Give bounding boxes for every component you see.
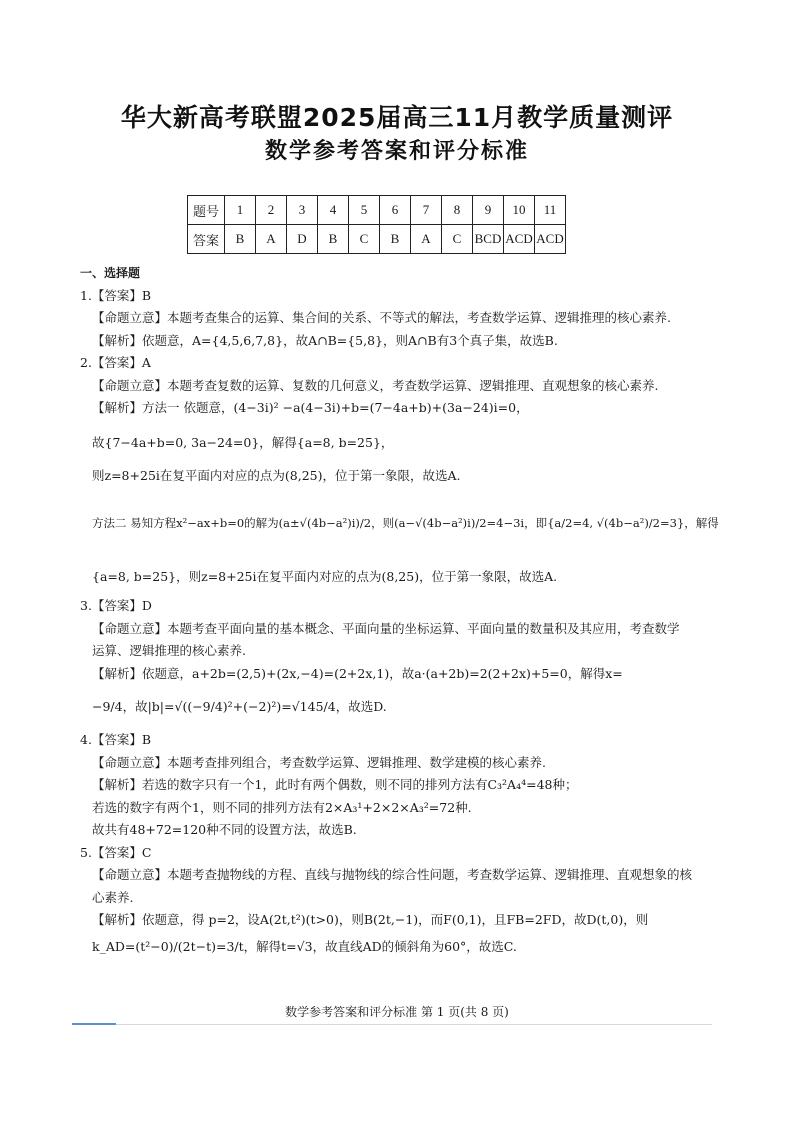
table-cell: B: [318, 225, 349, 254]
table-cell: 5: [349, 196, 380, 225]
intent-text: 运算、逻辑推理的核心素养.: [92, 643, 246, 658]
section-title: 一、选择题: [80, 266, 141, 280]
table-cell: 1: [225, 196, 256, 225]
analysis-text: 若选的数字有两个1，则不同的排列方法有2×A₃¹+2×2×A₃²=72种.: [92, 799, 472, 815]
analysis-text: 故共有48+72=120种不同的设置方法，故选B.: [92, 822, 357, 837]
table-cell: 10: [504, 196, 535, 225]
analysis-text: 【解析】依题意，a+2b=(2,5)+(2x,−4)=(2+2x,1)，故a·(a+2b)=2(2+2x)+5=0，解得x=: [92, 665, 623, 681]
table-cell: ACD: [504, 225, 535, 254]
document-title: 华大新高考联盟2025届高三11月教学质量测评: [120, 103, 674, 132]
answer-label: 3.【答案】D: [80, 598, 152, 613]
intent-text: 【命题立意】本题考查排列组合，考查数学运算、逻辑推理、数学建模的核心素养.: [92, 754, 546, 770]
analysis-text: {a=8, b=25}，则z=8+25i在复平面内对应的点为(8,25)，位于第一象限，故选A.: [92, 569, 558, 584]
table-cell: BCD: [473, 225, 504, 254]
page-footer: 数学参考答案和评分标准 第 1 页(共 8 页): [285, 1005, 509, 1019]
analysis-text: 【解析】依题意，A={4,5,6,7,8}，故A∩B={5,8}，则A∩B有3个真子集，故选B.: [92, 332, 558, 348]
table-cell: 题号: [188, 196, 225, 225]
table-cell: D: [287, 225, 318, 254]
table-cell: 6: [380, 196, 411, 225]
footer-divider: [72, 1024, 712, 1025]
intent-text: 【命题立意】本题考查抛物线的方程、直线与抛物线的综合性问题，考查数学运算、逻辑推理、直观想象的核: [92, 867, 693, 882]
table-cell: A: [411, 225, 442, 254]
table-cell: C: [442, 225, 473, 254]
analysis-text: 【解析】依题意，得 p=2，设A(2t,t²)(t>0)，则B(2t,−1)，而F(0,1)，且FB=2FD，故D(t,0)，则: [92, 912, 649, 927]
answer-table: [187, 195, 566, 254]
table-cell: C: [349, 225, 380, 254]
intent-text: 【命题立意】本题考查平面向量的基本概念、平面向量的坐标运算、平面向量的数量积及其应用，考查数学: [92, 620, 680, 636]
analysis-text: k_AD=(t²−0)/(2t−t)=3/t，解得t=√3，故直线AD的倾斜角为60°，故选C.: [92, 938, 517, 954]
analysis-text: 则z=8+25i在复平面内对应的点为(8,25)，位于第一象限，故选A.: [92, 467, 461, 483]
question-4: [80, 729, 720, 842]
document-body: [80, 262, 720, 962]
table-cell: B: [225, 225, 256, 254]
analysis-text: 【解析】方法一 依题意，(4−3i)² −a(4−3i)+b=(7−4a+b)+(3a−24)i=0，: [92, 400, 529, 415]
question-2: [80, 352, 720, 595]
analysis-text: 【解析】若选的数字只有一个1，此时有两个偶数，则不同的排列方法有C₃²A₄⁴=48种；: [92, 777, 578, 792]
intent-text: 【命题立意】本题考查集合的运算、集合间的关系、不等式的解法，考查数学运算、逻辑推理的核心素养.: [92, 310, 671, 325]
question-5: [80, 842, 720, 962]
analysis-text: 方法二 易知方程x²−ax+b=0的解为(a±√(4b−a²)i)/2，则(a−√(4b−a²)i)/2=4−3i，即{a/2=4, √(4b−a²)/2=3}，解得: [92, 516, 719, 530]
answer-label: 5.【答案】C: [80, 844, 152, 860]
document-subtitle: 数学参考答案和评分标准: [264, 139, 529, 164]
question-1: [80, 285, 720, 353]
table-cell: 2: [256, 196, 287, 225]
answer-label: 1.【答案】B: [80, 287, 152, 303]
table-cell: 8: [442, 196, 473, 225]
table-cell: 3: [287, 196, 318, 225]
table-cell: 11: [535, 196, 566, 225]
analysis-text: −9/4，故|b|=√((−9/4)²+(−2)²)=√145/4，故选D.: [92, 699, 387, 714]
table-row: [188, 225, 566, 254]
answer-label: 4.【答案】B: [80, 732, 152, 747]
analysis-text: 故{7−4a+b=0, 3a−24=0}，解得{a=8, b=25}，: [92, 434, 394, 450]
intent-text: 【命题立意】本题考查复数的运算、复数的几何意义，考查数学运算、逻辑推理、直观想象的核心素养.: [92, 377, 659, 393]
table-cell: B: [380, 225, 411, 254]
footer-accent-bar: [72, 1023, 116, 1025]
table-cell: 9: [473, 196, 504, 225]
table-cell: 7: [411, 196, 442, 225]
table-cell: 4: [318, 196, 349, 225]
table-cell: ACD: [535, 225, 566, 254]
table-row: [188, 196, 566, 225]
answer-label: 2.【答案】A: [80, 355, 151, 370]
table-cell: 答案: [188, 225, 225, 254]
intent-text: 心素养.: [92, 889, 134, 905]
question-3: [80, 595, 720, 729]
table-cell: A: [256, 225, 287, 254]
